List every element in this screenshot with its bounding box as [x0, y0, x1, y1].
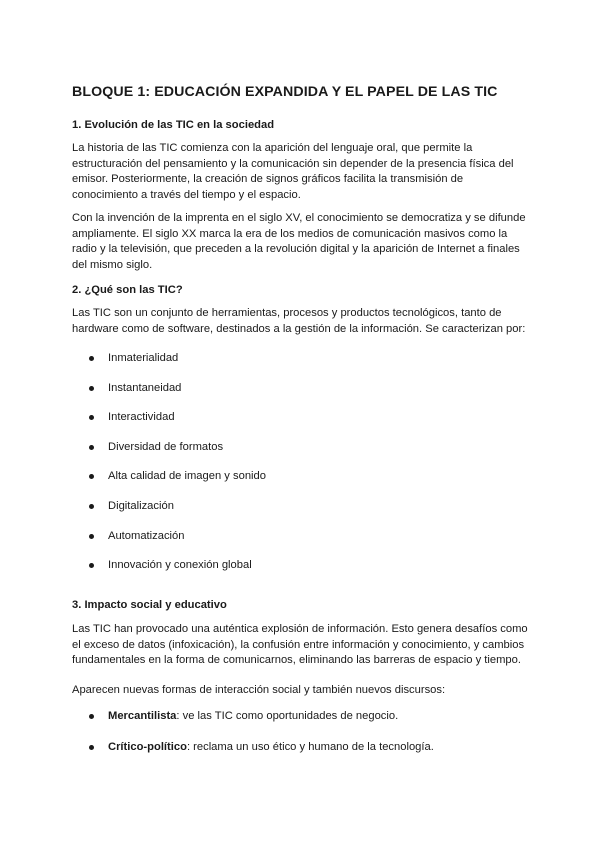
bullet-icon — [89, 386, 94, 391]
list-item: Alta calidad de imagen y sonido — [72, 469, 532, 484]
features-list — [72, 351, 532, 588]
bullet-icon — [89, 415, 94, 420]
bullet-icon — [89, 563, 94, 568]
section-2-paragraph-1: Las TIC son un conjunto de herramientas, procesos y productos tecnológicos, tanto de hardware como de software, destinados a la gestión de la información. Se caracterizan por: — [72, 307, 526, 335]
bullet-icon — [89, 714, 94, 719]
list-item: Crítico-político: reclama un uso ético y humano de la tecnología. — [72, 740, 532, 755]
bullet-icon — [89, 745, 94, 750]
list-item: Diversidad de formatos — [72, 440, 532, 455]
list-item: Inmaterialidad — [72, 351, 532, 366]
section-1-paragraph-2: Con la invención de la imprenta en el siglo XV, el conocimiento se democratiza y se difunde ampliamente. El siglo XX marca la era de los medios de comunicación masivos como la radio y la televisión, que preceden a la revolución digital y la aparición de Internet a finales del mismo siglo. — [72, 212, 526, 271]
list-item: Automatización — [72, 529, 532, 544]
section-3-paragraph-1: Las TIC han provocado una auténtica explosión de información. Esto genera desafíos como el exceso de datos (infoxicación), la confusión entre información y conocimiento, y cambios fundamentales en la forma de comunicarnos, eliminando las barreras de espacio y tiempo. — [72, 623, 528, 666]
list-item: Instantaneidad — [72, 381, 532, 396]
list-item: Mercantilista: ve las TIC como oportunidades de negocio. — [72, 709, 532, 724]
discourses-list — [72, 709, 532, 770]
discourse-term: Crítico-político — [108, 740, 187, 753]
section-2-heading: 2. ¿Qué son las TIC? — [72, 284, 183, 296]
list-item: Innovación y conexión global — [72, 558, 532, 573]
section-3-heading: 3. Impacto social y educativo — [72, 599, 227, 611]
bullet-icon — [89, 534, 94, 539]
bullet-icon — [89, 474, 94, 479]
section-3-paragraph-2: Aparecen nuevas formas de interacción social y también nuevos discursos: — [72, 684, 446, 696]
discourse-term: Mercantilista — [108, 710, 177, 722]
section-1-paragraph-1: La historia de las TIC comienza con la aparición del lenguaje oral, que permite la estructuración del pensamiento y la comunicación sin depender de la presencia física del emisor. Posteriormente, la creación de signos gráficos facilita la transmisión de conocimiento a través del tiempo y el espacio. — [72, 142, 514, 201]
bullet-icon — [89, 445, 94, 450]
document-title: BLOQUE 1: EDUCACIÓN EXPANDIDA Y EL PAPEL DE LAS TIC — [72, 84, 498, 100]
bullet-icon — [89, 504, 94, 509]
list-item: Interactividad — [72, 410, 532, 425]
bullet-icon — [89, 356, 94, 361]
list-item: Digitalización — [72, 499, 532, 514]
section-1-heading: 1. Evolución de las TIC en la sociedad — [72, 119, 275, 131]
